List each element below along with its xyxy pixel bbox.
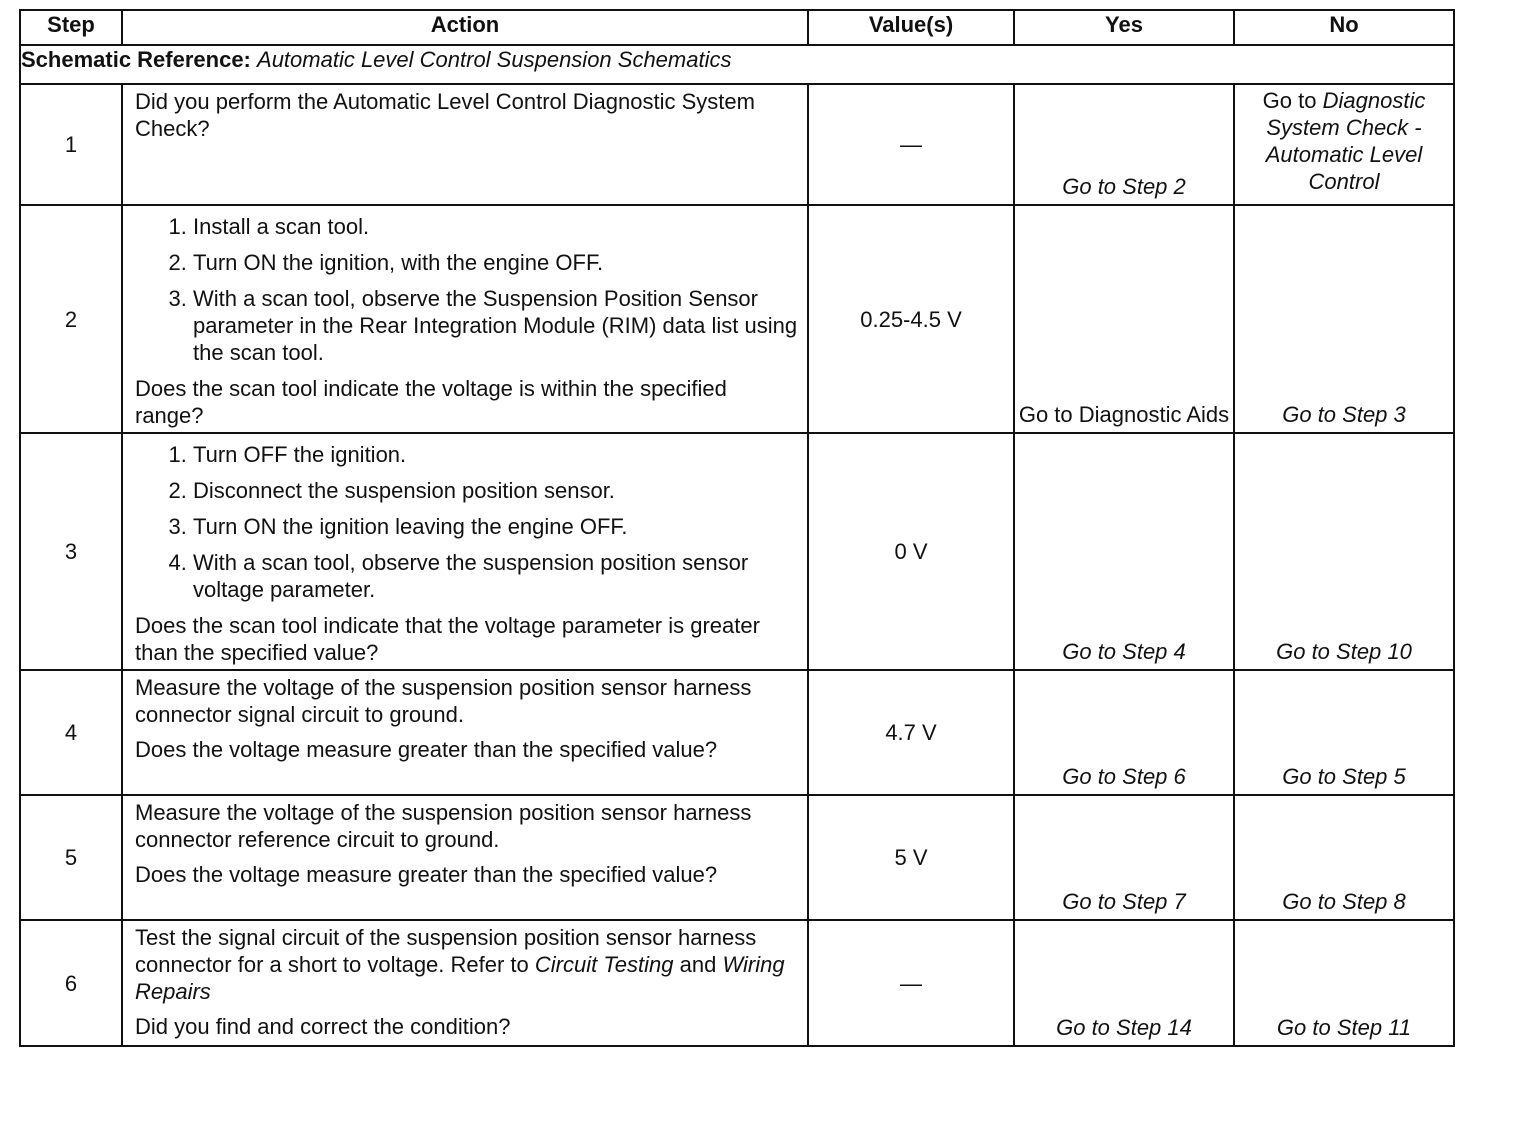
no-link[interactable] [1234, 84, 1454, 205]
value-cell: — [808, 920, 1014, 1046]
action-question: Did you find and correct the condition? [135, 1014, 511, 1039]
action-question: Does the voltage measure greater than the specified value? [135, 737, 718, 762]
no-link[interactable] [1234, 795, 1454, 920]
action-cell [122, 920, 808, 1046]
yes-link[interactable] [1014, 84, 1234, 205]
action-question: Does the voltage measure greater than the specified value? [135, 862, 718, 887]
header-values: Value(s) [808, 10, 1014, 45]
action-cell [122, 795, 808, 920]
list-item: 3. Turn ON the ignition leaving the engine OFF. [193, 513, 799, 540]
list-item: 1. Install a scan tool. [193, 213, 799, 240]
diagnostic-table [19, 9, 1455, 1047]
circuit-testing-link[interactable]: Circuit Testing [534, 952, 674, 977]
table-row [20, 920, 1454, 1046]
step-number: 5 [20, 795, 122, 920]
schematic-reference-label: Schematic Reference: [21, 47, 251, 72]
list-item: 2. Turn ON the ignition, with the engine OFF. [193, 249, 799, 276]
yes-link[interactable] [1014, 433, 1234, 670]
header-yes: Yes [1014, 10, 1234, 45]
list-item: 1. Turn OFF the ignition. [193, 441, 799, 468]
header-action: Action [122, 10, 808, 45]
action-text-and: and [679, 952, 717, 977]
schematic-reference-link[interactable]: Automatic Level Control Suspension Schematics [257, 47, 732, 72]
yes-link-text[interactable]: Go to Step 2 [1062, 174, 1186, 199]
header-row [20, 10, 1454, 45]
no-link-text[interactable]: Go to Step 3 [1282, 402, 1406, 427]
wiring-repairs-link[interactable]: Wiring Repairs [135, 952, 785, 1004]
step-number: 1 [20, 84, 122, 205]
action-question: Does the scan tool indicate that the voltage parameter is greater than the specified value? [135, 613, 760, 665]
action-text [135, 924, 799, 1005]
action-question: Did you perform the Automatic Level Control Diagnostic System Check? [135, 89, 755, 141]
header-no: No [1234, 10, 1454, 45]
no-link-prefix: Go to [1262, 88, 1317, 113]
action-cell [122, 670, 808, 795]
value-cell: 5 V [808, 795, 1014, 920]
value-cell: 4.7 V [808, 670, 1014, 795]
table-row [20, 670, 1454, 795]
table-row [20, 795, 1454, 920]
yes-link-text[interactable]: Go to Step 6 [1062, 764, 1186, 789]
yes-link-text[interactable]: Go to Step 4 [1062, 639, 1186, 664]
yes-link[interactable] [1014, 670, 1234, 795]
action-cell [122, 205, 808, 433]
action-text-prefix: Test the signal circuit of the suspension position sensor harness connector for a short to voltage. Refer to [135, 925, 757, 977]
list-item: 3. With a scan tool, observe the Suspension Position Sensor parameter in the Rear Integration Module (RIM) data list using the scan tool. [193, 285, 799, 366]
header-step: Step [20, 10, 122, 45]
no-link[interactable] [1234, 205, 1454, 433]
step-number: 4 [20, 670, 122, 795]
value-cell: — [808, 84, 1014, 205]
yes-link-text[interactable]: Go to Step 7 [1062, 889, 1186, 914]
table-row [20, 433, 1454, 670]
step-number: 6 [20, 920, 122, 1046]
value-cell: 0 V [808, 433, 1014, 670]
no-link-text[interactable]: Go to Step 10 [1276, 639, 1412, 664]
action-cell [122, 84, 808, 205]
step-number: 3 [20, 433, 122, 670]
schematic-reference [20, 45, 1454, 84]
action-list [135, 441, 799, 603]
action-question: Does the scan tool indicate the voltage is within the specified range? [135, 376, 727, 428]
no-link[interactable] [1234, 670, 1454, 795]
yes-link-text[interactable]: Go to Step 14 [1056, 1015, 1192, 1040]
no-link-text[interactable]: Go to Step 8 [1282, 889, 1406, 914]
yes-link[interactable] [1014, 205, 1234, 433]
yes-link-text[interactable]: Go to Diagnostic Aids [1018, 402, 1230, 427]
action-cell [122, 433, 808, 670]
no-link-text[interactable]: Diagnostic System Check - Automatic Level Control [1265, 88, 1426, 194]
table-row [20, 205, 1454, 433]
no-link[interactable] [1234, 433, 1454, 670]
step-number: 2 [20, 205, 122, 433]
yes-link[interactable] [1014, 795, 1234, 920]
no-link-text[interactable]: Go to Step 5 [1282, 764, 1406, 789]
action-text: Measure the voltage of the suspension position sensor harness connector signal circuit to ground. [135, 675, 752, 727]
list-item: 2. Disconnect the suspension position sensor. [193, 477, 799, 504]
action-text: Measure the voltage of the suspension position sensor harness connector reference circuit to ground. [135, 800, 752, 852]
list-item: 4. With a scan tool, observe the suspension position sensor voltage parameter. [193, 549, 799, 603]
yes-link[interactable] [1014, 920, 1234, 1046]
no-link[interactable] [1234, 920, 1454, 1046]
table-row [20, 84, 1454, 205]
schematic-reference-row [20, 45, 1454, 84]
action-list [135, 213, 799, 366]
value-cell: 0.25-4.5 V [808, 205, 1014, 433]
no-link-text[interactable]: Go to Step 11 [1276, 1015, 1412, 1040]
